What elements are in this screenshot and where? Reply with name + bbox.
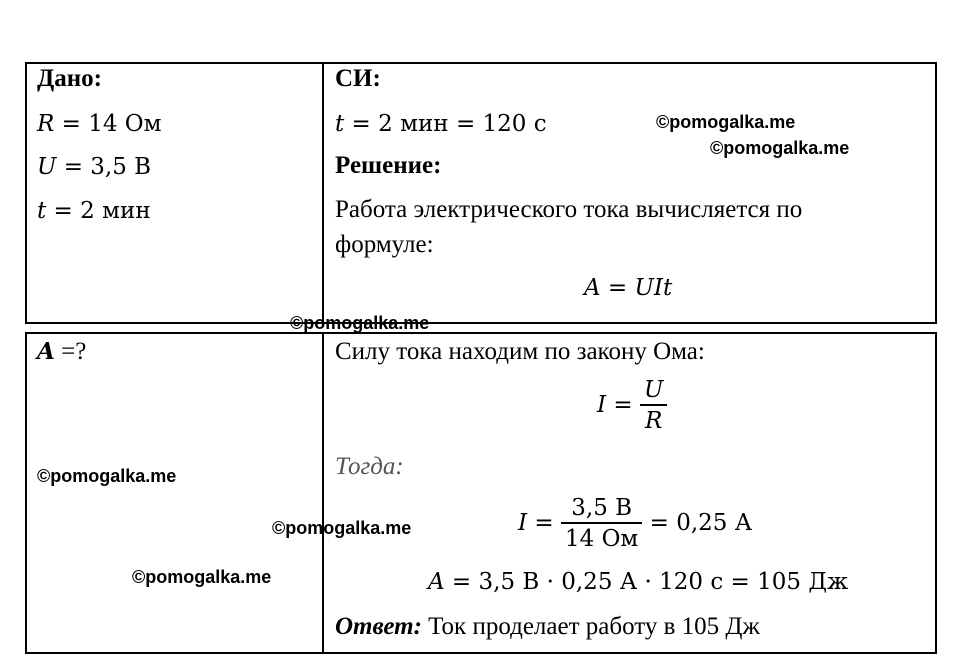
watermark: ©pomogalka.me	[272, 518, 412, 538]
fraction-voltage-over-resistance	[561, 494, 642, 554]
given-header: Дано:	[37, 65, 102, 92]
eq-sign: =	[527, 510, 561, 536]
var-t: t	[37, 198, 47, 224]
eq-sign: =	[46, 198, 81, 224]
eq-sign: =	[606, 392, 640, 418]
eq-sign: =	[56, 154, 91, 180]
value-time: 2 мин	[80, 198, 151, 224]
si-conversion-value: = 2 мин = 120 с	[344, 111, 547, 137]
top-table-divider	[322, 62, 324, 324]
bottom-table-divider	[322, 332, 324, 654]
var-uit: UIt	[634, 275, 673, 301]
watermark: ©pomogalka.me	[710, 138, 850, 158]
numerator-u: U	[640, 376, 667, 406]
watermark: ©pomogalka.me	[132, 567, 272, 587]
calc-current	[518, 494, 752, 554]
var-u: U	[37, 154, 57, 180]
fraction-u-over-r	[640, 376, 667, 436]
var-a-find: A	[37, 338, 55, 365]
numerator-voltage: 3,5 В	[561, 494, 642, 524]
var-i-calc: I	[518, 510, 528, 536]
solution-text-line2: формуле:	[335, 231, 434, 258]
bottom-table	[25, 332, 937, 654]
answer	[335, 612, 760, 642]
given-voltage	[37, 152, 151, 182]
var-a: A	[584, 275, 601, 301]
answer-text: Ток проделает работу в 105 Дж	[421, 613, 760, 640]
watermark: ©pomogalka.me	[37, 466, 177, 486]
eq-sign: =	[600, 275, 635, 301]
solution-header: Решение:	[335, 152, 442, 179]
formula-ohm	[597, 376, 667, 436]
given-resistance	[37, 109, 162, 139]
solution-text-line1: Работа электрического тока вычисляется по	[335, 196, 803, 223]
find-question: =?	[54, 338, 87, 365]
var-i: I	[597, 392, 607, 418]
si-conversion	[335, 109, 547, 139]
formula-work	[584, 273, 672, 303]
watermark: ©pomogalka.me	[290, 313, 430, 333]
calc-work	[428, 567, 848, 597]
var-r: R	[37, 111, 55, 137]
denominator-r: R	[645, 408, 663, 434]
work-calculation: = 3,5 В · 0,25 А · 120 с = 105 Дж	[444, 569, 849, 595]
find-work	[37, 337, 86, 367]
value-resistance: 14 Ом	[88, 111, 162, 137]
given-time	[37, 196, 151, 226]
then-text: Тогда:	[335, 453, 404, 480]
ohm-text: Силу тока находим по закону Ома:	[335, 338, 705, 365]
top-table	[25, 62, 937, 324]
si-header: СИ:	[335, 65, 381, 92]
answer-label: Ответ:	[335, 613, 422, 640]
eq-sign: =	[54, 111, 89, 137]
value-voltage: 3,5 В	[90, 154, 152, 180]
denominator-resistance: 14 Ом	[565, 526, 639, 552]
var-a-calc: A	[428, 569, 445, 595]
current-result: = 0,25 А	[642, 510, 753, 536]
watermark: ©pomogalka.me	[656, 112, 796, 132]
var-t-si: t	[335, 111, 345, 137]
